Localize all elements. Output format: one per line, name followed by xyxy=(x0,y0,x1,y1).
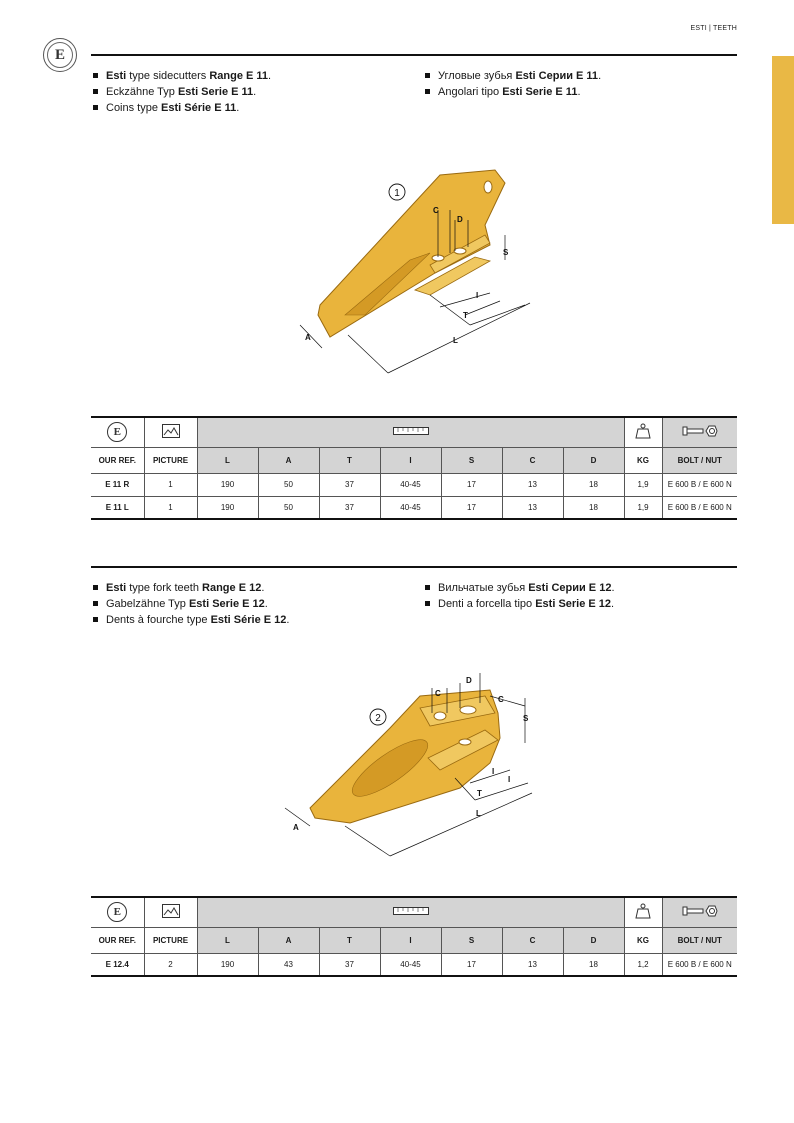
bolt-nut-icon xyxy=(682,904,718,918)
cell: 17 xyxy=(441,496,502,519)
bolt-icon-cell xyxy=(662,417,737,447)
bullet-item: Вильчатые зубья Esti Серии E 12. xyxy=(423,580,615,596)
cell: 190 xyxy=(197,496,258,519)
logo-icon-cell xyxy=(91,897,144,927)
picture-icon xyxy=(162,424,180,438)
bullet-item: Dents à fourche type Esti Série E 12. xyxy=(91,612,423,628)
table-row xyxy=(91,953,737,976)
col-header: I xyxy=(380,447,441,473)
cell: 18 xyxy=(563,496,624,519)
cell: 37 xyxy=(319,496,380,519)
dim-l: L xyxy=(453,336,458,345)
esti-logo-icon: E xyxy=(107,902,127,922)
dim-t: T xyxy=(477,789,482,798)
dim-i: I xyxy=(492,767,495,776)
dim-c: C xyxy=(435,689,441,698)
top-hole xyxy=(484,181,492,193)
tooth-body xyxy=(318,170,505,337)
cell: 50 xyxy=(258,496,319,519)
col-header: D xyxy=(563,927,624,953)
bolt-hole xyxy=(454,248,466,254)
figure-number: 2 xyxy=(375,713,381,724)
header-section-tag: ESTI | TEETH xyxy=(690,25,737,32)
bullets-left xyxy=(91,580,423,628)
col-header: PICTURE xyxy=(144,447,197,473)
cell: 18 xyxy=(563,953,624,976)
table-row xyxy=(91,496,737,519)
col-header: S xyxy=(441,927,502,953)
col-header: S xyxy=(441,447,502,473)
cell: E 600 B / E 600 N xyxy=(662,473,737,496)
col-header: BOLT / NUT xyxy=(662,447,737,473)
cell: 40-45 xyxy=(380,496,441,519)
bullet-item: Angolari tipo Esti Serie E 11. xyxy=(423,84,601,100)
section-2-rule xyxy=(91,566,737,568)
cell: 190 xyxy=(197,473,258,496)
col-header: OUR REF. xyxy=(91,927,144,953)
dim-t: T xyxy=(463,311,468,320)
picture-icon xyxy=(162,904,180,918)
dim-a: A xyxy=(293,823,299,832)
sidecutter-drawing xyxy=(290,165,540,385)
dim-c-second: C xyxy=(498,695,504,704)
table-header-row xyxy=(91,447,737,473)
cell: 40-45 xyxy=(380,473,441,496)
weight-icon xyxy=(635,423,651,439)
logo-icon-cell xyxy=(91,417,144,447)
cell: 43 xyxy=(258,953,319,976)
bullet-item: Coins type Esti Série E 11. xyxy=(91,100,423,116)
dim-c: C xyxy=(433,206,439,215)
bolt-hole xyxy=(460,706,476,714)
esti-logo-letter: E xyxy=(47,42,73,68)
cell: 1,9 xyxy=(624,496,662,519)
cell: 37 xyxy=(319,953,380,976)
cell: 2 xyxy=(144,953,197,976)
esti-logo-icon: E xyxy=(107,422,127,442)
section-1-bullets xyxy=(91,68,737,116)
side-color-tab xyxy=(772,56,794,224)
dim-d: D xyxy=(457,215,463,224)
weight-icon xyxy=(635,903,651,919)
col-header: L xyxy=(197,927,258,953)
cell: 17 xyxy=(441,953,502,976)
table-header-row xyxy=(91,927,737,953)
bullet-item: Esti type sidecutters Range E 11. xyxy=(91,68,423,84)
weight-icon-cell xyxy=(624,897,662,927)
dim-s: S xyxy=(503,248,509,257)
cell-ref: E 11 R xyxy=(91,473,144,496)
bolt-nut-icon xyxy=(682,424,718,438)
cell: E 600 B / E 600 N xyxy=(662,496,737,519)
bullets-right xyxy=(423,580,615,628)
cell-ref: E 12.4 xyxy=(91,953,144,976)
col-header: PICTURE xyxy=(144,927,197,953)
cell: 1 xyxy=(144,496,197,519)
col-header: A xyxy=(258,447,319,473)
cell: 13 xyxy=(502,473,563,496)
cell: 37 xyxy=(319,473,380,496)
dim-l: L xyxy=(476,809,481,818)
picture-icon-cell xyxy=(144,417,197,447)
col-header: C xyxy=(502,927,563,953)
bullet-item: Esti type fork teeth Range E 12. xyxy=(91,580,423,596)
bullet-item: Угловые зубья Esti Серии E 11. xyxy=(423,68,601,84)
col-header: I xyxy=(380,927,441,953)
cell: 1,9 xyxy=(624,473,662,496)
cell: 1 xyxy=(144,473,197,496)
cell: 13 xyxy=(502,496,563,519)
bullets-right xyxy=(423,68,601,116)
col-header: OUR REF. xyxy=(91,447,144,473)
dim-d: D xyxy=(466,676,472,685)
cell: 40-45 xyxy=(380,953,441,976)
dim-s: S xyxy=(523,714,529,723)
section-1-rule xyxy=(91,54,737,56)
cell: 50 xyxy=(258,473,319,496)
esti-logo xyxy=(43,38,77,72)
cell: 18 xyxy=(563,473,624,496)
col-header: L xyxy=(197,447,258,473)
cell: 13 xyxy=(502,953,563,976)
section-2-bullets xyxy=(91,580,737,628)
section-2-spec-table xyxy=(91,896,737,977)
bullet-item: Eckzähne Typ Esti Serie E 11. xyxy=(91,84,423,100)
bolt-hole xyxy=(434,712,446,720)
picture-icon-cell xyxy=(144,897,197,927)
dim-i: I xyxy=(476,291,479,300)
col-header: T xyxy=(319,447,380,473)
ruler-icon-cell xyxy=(197,417,624,447)
col-header: A xyxy=(258,927,319,953)
table-row xyxy=(91,473,737,496)
ruler-icon-cell xyxy=(197,897,624,927)
bolt-icon-cell xyxy=(662,897,737,927)
bullet-item: Denti a forcella tipo Esti Serie E 12. xyxy=(423,596,615,612)
cell: 1,2 xyxy=(624,953,662,976)
col-header: C xyxy=(502,447,563,473)
dim-i-second: I xyxy=(508,775,511,784)
cell-ref: E 11 L xyxy=(91,496,144,519)
dim-a: A xyxy=(305,333,311,342)
cell: 17 xyxy=(441,473,502,496)
col-header: T xyxy=(319,927,380,953)
col-header: KG xyxy=(624,927,662,953)
cell: 190 xyxy=(197,953,258,976)
cell: E 600 B / E 600 N xyxy=(662,953,737,976)
icon-row xyxy=(91,897,737,927)
weight-icon-cell xyxy=(624,417,662,447)
bullets-left xyxy=(91,68,423,116)
section-1-spec-table xyxy=(91,416,737,520)
figure-number: 1 xyxy=(394,188,400,199)
fork-tooth-drawing xyxy=(280,668,540,868)
col-header: KG xyxy=(624,447,662,473)
col-header: D xyxy=(563,447,624,473)
bullet-item: Gabelzähne Typ Esti Serie E 12. xyxy=(91,596,423,612)
bolt-hole xyxy=(459,739,471,745)
ruler-icon xyxy=(393,906,429,916)
ruler-icon xyxy=(393,426,429,436)
icon-row xyxy=(91,417,737,447)
col-header: BOLT / NUT xyxy=(662,927,737,953)
